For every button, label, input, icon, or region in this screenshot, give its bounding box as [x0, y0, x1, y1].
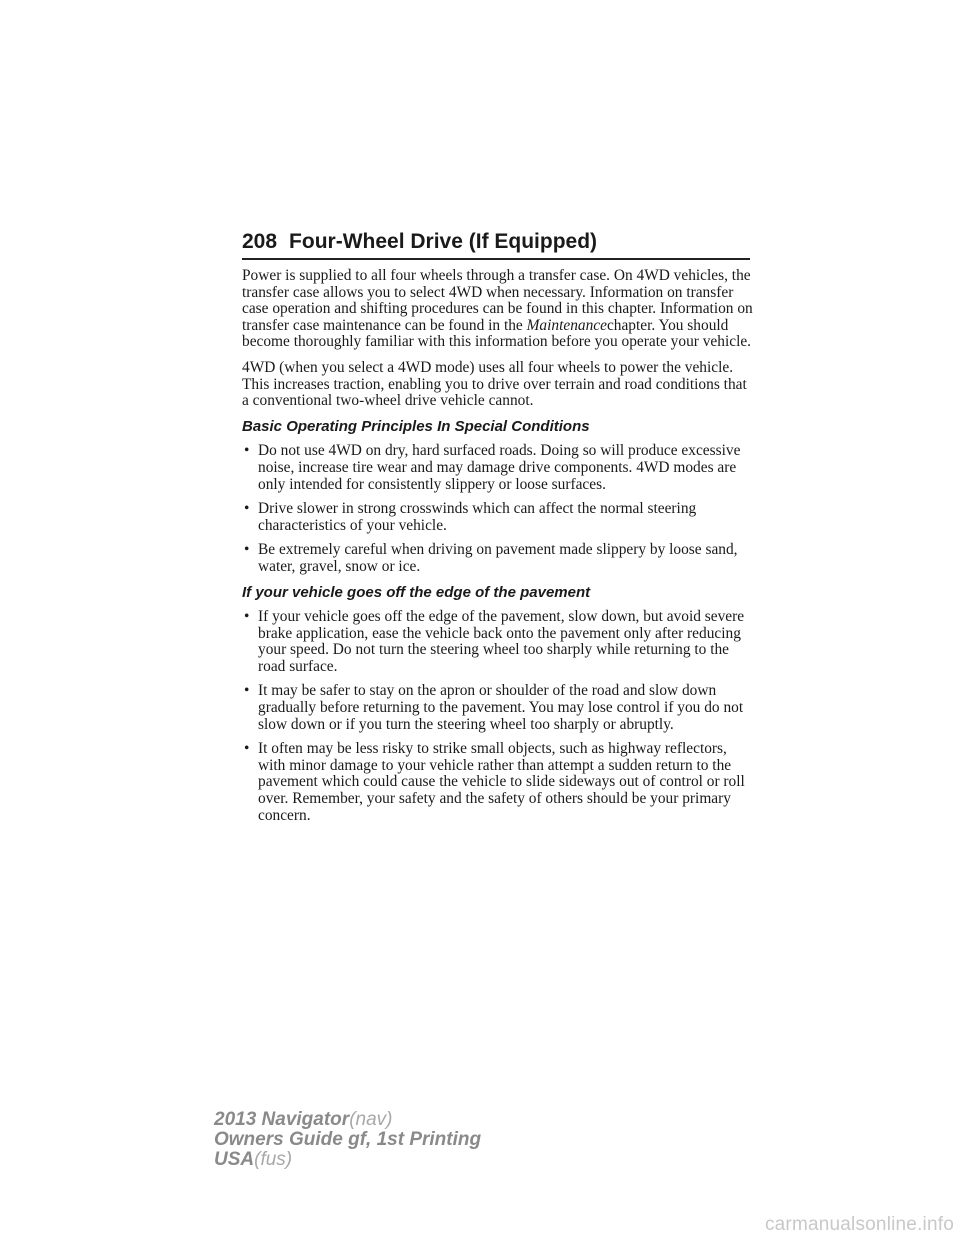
- bullet-icon: •: [244, 442, 250, 460]
- bullet-icon: •: [244, 682, 250, 700]
- bullet-icon: •: [244, 541, 250, 559]
- intro-paragraph: Power is supplied to all four wheels through a transfer case. On 4WD vehicles, the transfer case allows you to select 4WD when necessary. Information on transfer case operation and shifting procedures can be found in this chapter. Information on transfer case maintenance can be found in the Maintenancechapter. You should become thoroughly familiar with this information before you operate your vehicle.: [242, 267, 753, 351]
- bullet-icon: •: [244, 608, 250, 626]
- page-number: 208: [242, 230, 278, 253]
- maintenance-reference: Maintenance: [526, 316, 607, 334]
- watermark: carmanualsonline.info: [764, 1214, 954, 1235]
- bullet-icon: •: [244, 740, 250, 758]
- list-item: • It often may be less risky to strike small objects, such as highway reflectors, with minor damage to your vehicle rather than attempt a sudden return to the pavement which could cause the vehicle to slide sideways out of control or roll over. Remember, your safety and the safety of others should be your primary concern.: [244, 740, 745, 824]
- footer-line-guide: Owners Guide gf, 1st Printing: [214, 1129, 482, 1150]
- list-item: • Be extremely careful when driving on pavement made slippery by loose sand, water, gravel, snow or ice.: [244, 541, 738, 575]
- list-item: • Do not use 4WD on dry, hard surfaced roads. Doing so will produce excessive noise, increase tire wear and may damage drive components. 4WD modes are only intended for consistently slippery or loose surfaces.: [244, 442, 741, 493]
- basic-principles-list: [242, 443, 754, 575]
- footer-line-region: USA(fus): [214, 1149, 293, 1170]
- footer-line-model: 2013 Navigator(nav): [214, 1109, 393, 1130]
- print-footer: [214, 1110, 481, 1170]
- off-pavement-list: [242, 609, 754, 824]
- list-item: • Drive slower in strong crosswinds which can affect the normal steering characteristics of your vehicle.: [244, 500, 697, 534]
- section-heading-off-pavement: If your vehicle goes off the edge of the pavement: [242, 583, 591, 601]
- traction-paragraph: 4WD (when you select a 4WD mode) uses all four wheels to power the vehicle. This increases traction, enabling you to drive over terrain and road conditions that a conventional two-wheel drive vehicle cannot.: [242, 358, 747, 410]
- page-content: [242, 268, 754, 833]
- list-item: • It may be safer to stay on the apron or shoulder of the road and slow down gradually before returning to the pavement. You may lose control if you do not slow down or if you turn the steering wheel too sharply or abruptly.: [244, 682, 744, 733]
- bullet-icon: •: [244, 500, 250, 518]
- section-heading-basic-principles: Basic Operating Principles In Special Conditions: [242, 417, 590, 435]
- page-header: [242, 230, 750, 260]
- list-item: • If your vehicle goes off the edge of the pavement, slow down, but avoid severe brake application, ease the vehicle back onto the pavement only after reducing your speed. Do not turn the steering wheel too sharply while returning to the road surface.: [244, 608, 745, 675]
- chapter-title: Four-Wheel Drive (If Equipped): [289, 230, 598, 253]
